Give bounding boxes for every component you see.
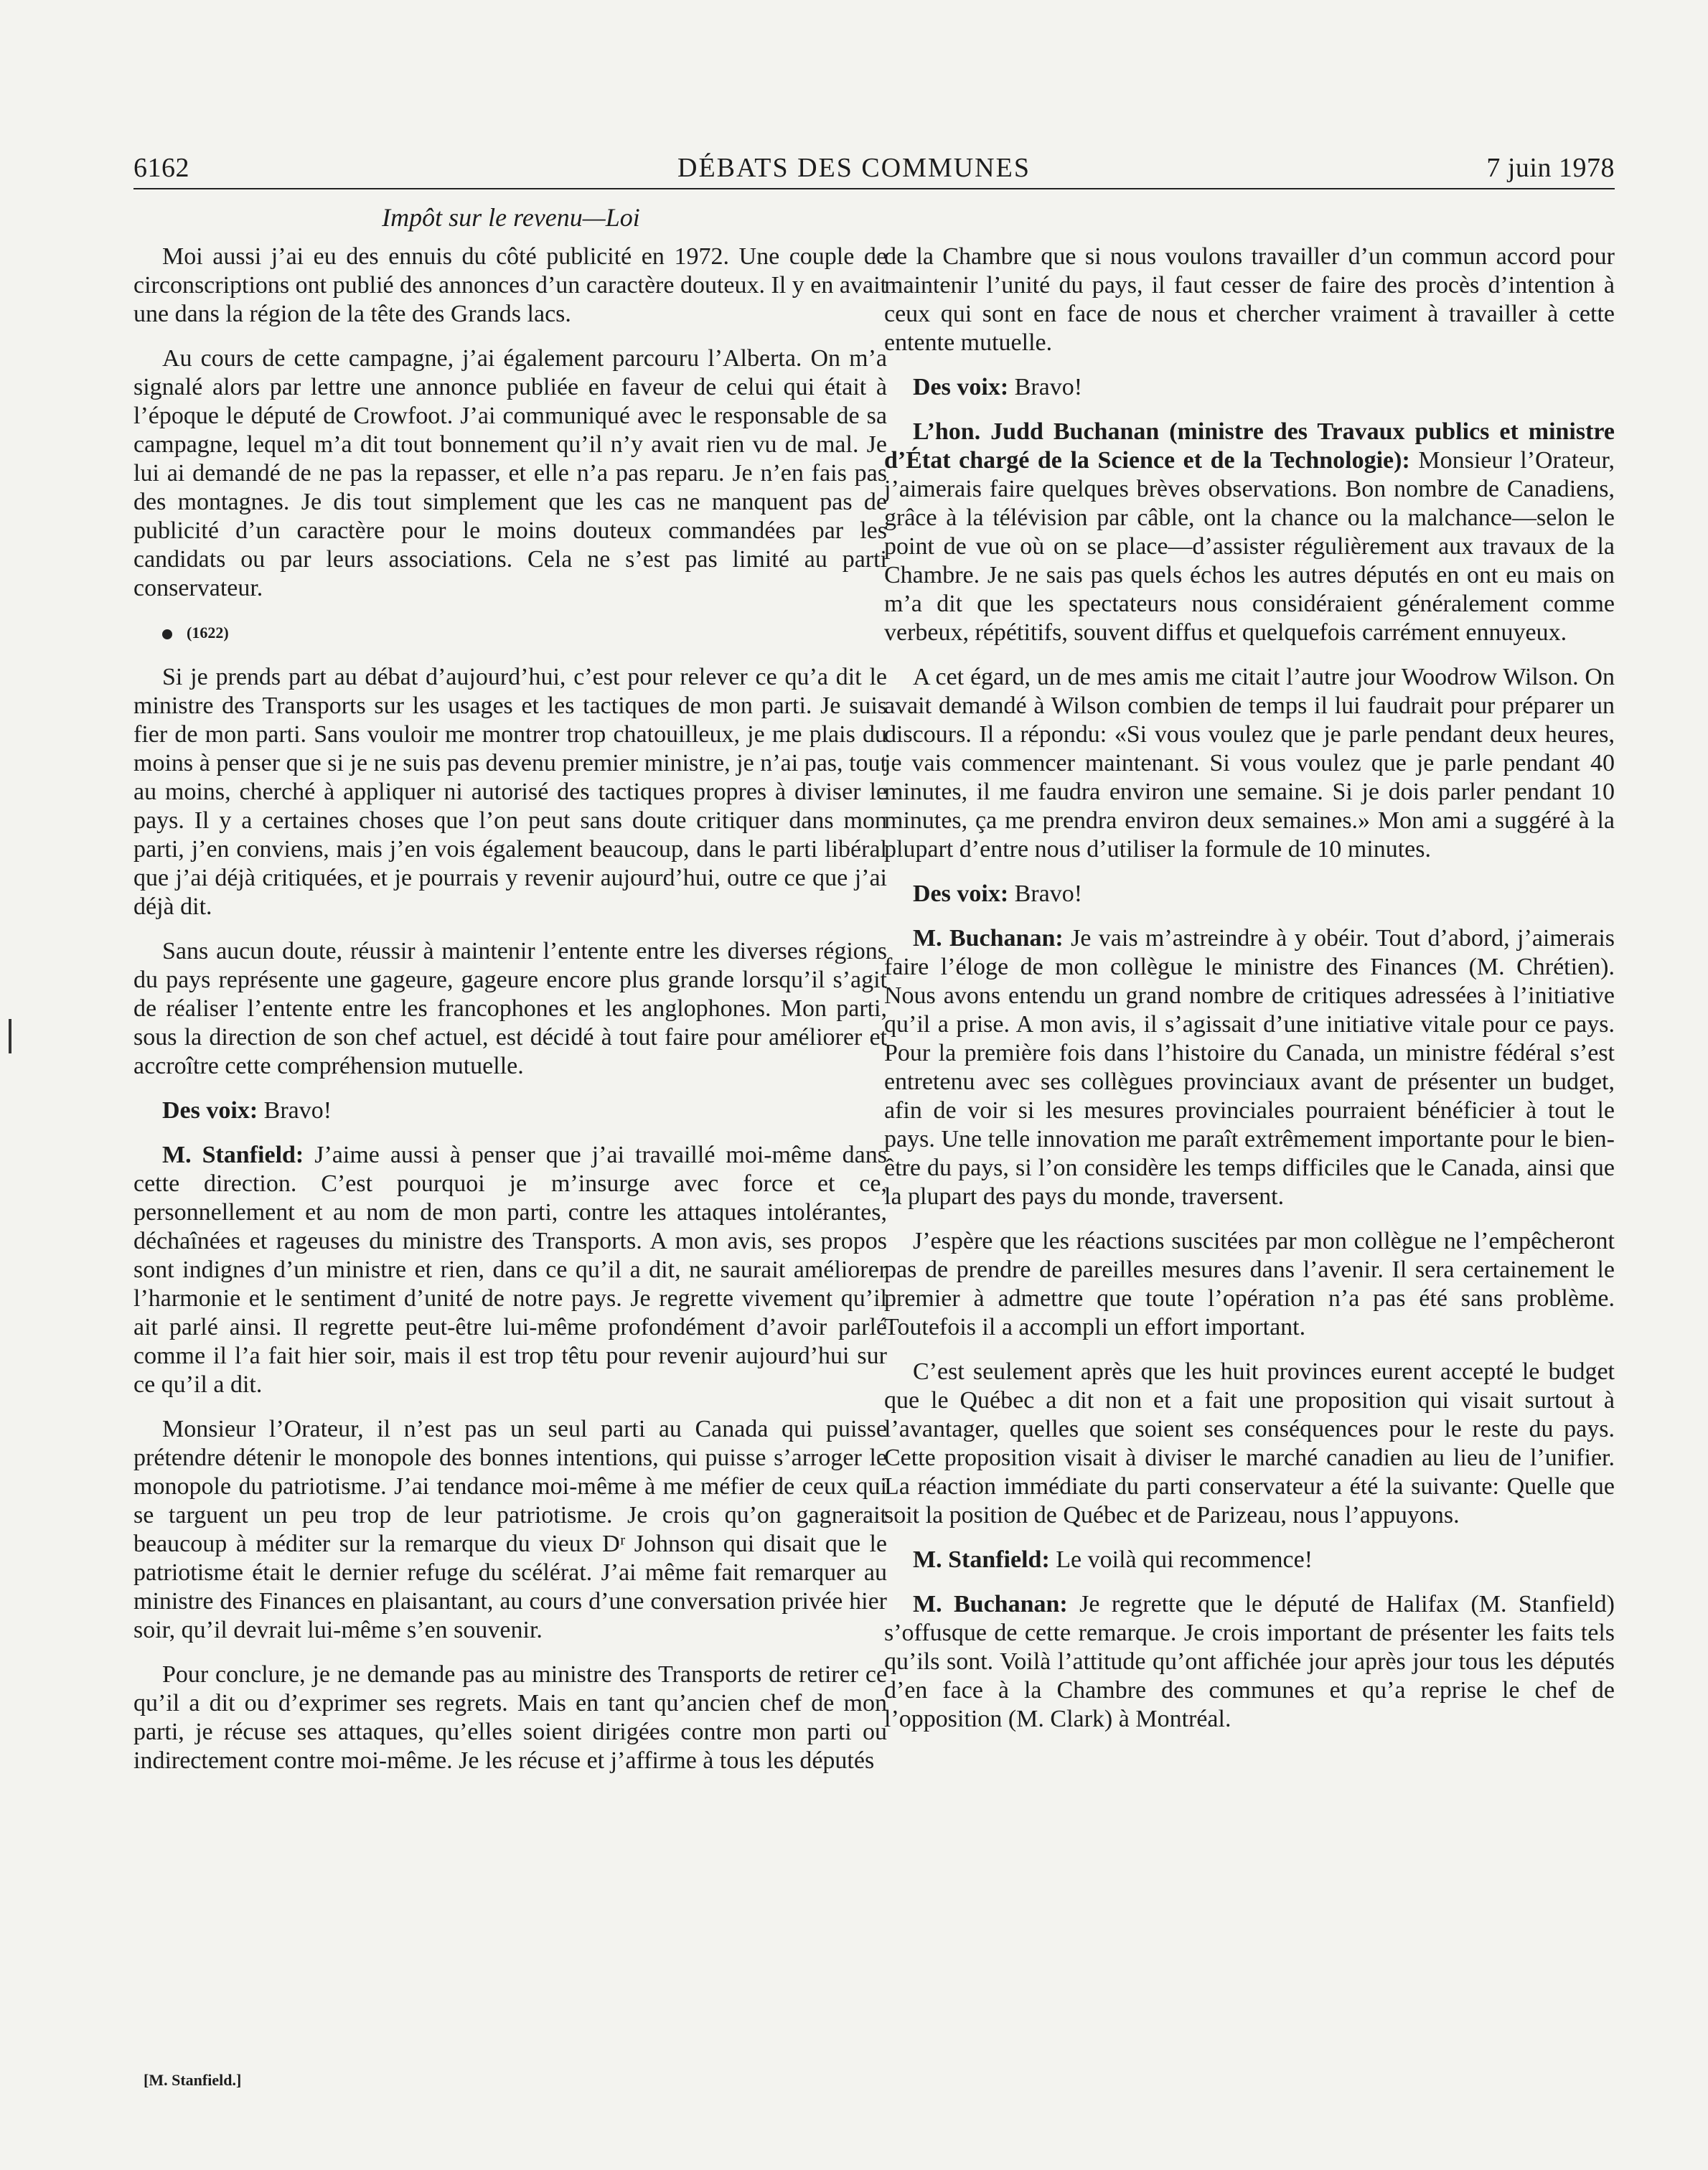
- speech-paragraph: [884, 924, 1615, 1211]
- paragraph: J’espère que les réactions suscitées par mon collègue ne l’empêcheront pas de prendre de pareilles mesures dans l’avenir. Il sera certainement le premier à admettre que toute l’opération n’a pas été sans problème. Toutefois il a accompli un effort important.: [884, 1228, 1615, 1340]
- speaker-name: Des voix:: [162, 1097, 258, 1124]
- speech-paragraph: [884, 418, 1615, 647]
- bullet-icon: [162, 629, 172, 639]
- left-column: [133, 243, 887, 1791]
- speech-paragraph: [884, 880, 1615, 908]
- paragraph: Sans aucun doute, réussir à maintenir l’entente entre les diverses régions du pays représente une gageure, gageure encore plus grande lorsqu’il s’agit de réaliser l’entente entre les francophones et les anglophones. Mon parti, sous la direction de son chef actuel, est décidé à tout faire pour améliorer et accroître cette compréhension mutuelle.: [133, 938, 887, 1079]
- speaker-name: M. Stanfield:: [913, 1546, 1050, 1573]
- speech-text: J’aime aussi à penser que j’ai travaillé moi-même dans cette direction. C’est pourquoi je m’insurge avec force et ce, personnellement et au nom de mon parti, contre les attaques intolérantes, déchaînées et rageuses du ministre des Transports. A mon avis, ses propos sont indignes d’un ministre et rien, dans ce qu’il a dit, ne saurait améliorer l’harmonie et le sentiment d’unité de notre pays. Je regrette vivement qu’il ait parlé ainsi. Il regrette peut-être lui-même profondément d’avoir parlé comme il l’a fait hier soir, mais il est trop têtu pour revenir aujourd’hui sur ce qu’il a dit.: [133, 1142, 887, 1398]
- paragraph: Moi aussi j’ai eu des ennuis du côté publicité en 1972. Une couple de circonscriptions ont publié des annonces d’un caractère douteux. Il y en avait une dans la région de la tête des Grands lacs.: [133, 243, 887, 327]
- speech-paragraph: [884, 1590, 1615, 1734]
- speaker-name: Des voix:: [913, 880, 1009, 907]
- paragraph: A cet égard, un de mes amis me citait l’autre jour Woodrow Wilson. On avait demandé à Wilson combien de temps il lui faudrait pour préparer un discours. Il a répondu: «Si vous voulez que je parle pendant deux heures, je vais commencer maintenant. Si vous voulez que je parle pendant 40 minutes, il me faudra environ une semaine. Si je dois parler pendant 10 minutes, ça me prendra environ deux semaines.» Mon ami a suggéré à la plupart d’entre nous d’utiliser la formule de 10 minutes.: [884, 664, 1615, 863]
- paragraph: C’est seulement après que les huit provinces eurent accepté le budget que le Québec a dit non et a fait une proposition qui visait surtout à l’avantager, quelles que soient ses conséquences pour le reste du pays. Cette proposition visait à diviser le marché canadien au lieu de l’unifier. La réaction immédiate du parti conservateur a été la suivante: Quelle que soit la position de Québec et de Parizeau, nous l’appuyons.: [884, 1358, 1615, 1528]
- speech-paragraph: [884, 373, 1615, 402]
- time-marker: [133, 619, 887, 647]
- speaker-name: Des voix:: [913, 374, 1009, 400]
- paragraph: Monsieur l’Orateur, il n’est pas un seul parti au Canada qui puisse prétendre détenir le monopole des bonnes intentions, qui puisse s’arroger le monopole du patriotisme. J’ai tendance moi-même à me méfier de ceux qui se targuent un peu trop de leur patriotisme. Je crois qu’on gagnerait beaucoup à méditer sur la remarque du vieux Dʳ Johnson qui disait que le patriotisme était le dernier refuge du scélérat. J’ai même fait remarquer au ministre des Finances en plaisantant, au cours d’une conversation privée hier soir, qu’il devrait lui-même s’en souvenir.: [133, 1416, 887, 1643]
- speaker-name: L’hon. Judd Buchanan (ministre des Travaux publics et ministre d’État chargé de la Science et de la Technologie):: [884, 418, 1615, 474]
- speech-text: Bravo!: [1008, 880, 1083, 907]
- speech-text: Bravo!: [1008, 374, 1083, 400]
- speech-text: Le voilà qui recommence!: [1049, 1546, 1313, 1573]
- paragraph: Au cours de cette campagne, j’ai également parcouru l’Alberta. On m’a signalé alors par lettre une annonce publiée en faveur de celui qui était à l’époque le député de Crowfoot. J’ai communiqué avec le responsable de sa campagne, lequel m’a dit tout bonnement qu’il n’y avait rien vu de mal. Je lui ai demandé de ne pas la repasser, et elle n’a pas reparu. Je n’en fais pas des montagnes. Je dis tout simplement que les cas ne manquent pas de publicité d’un caractère pour le moins douteux commandées par les candidats ou par leurs associations. Cela ne s’est pas limité au parti conservateur.: [133, 345, 887, 601]
- page-number: 6162: [133, 153, 189, 183]
- paragraph: de la Chambre que si nous voulons travailler d’un commun accord pour maintenir l’unité du pays, il faut cesser de faire des procès d’intention à ceux qui sont en face de nous et chercher vraiment à travailler à cette entente mutuelle.: [884, 243, 1615, 356]
- paragraph: Pour conclure, je ne demande pas au ministre des Transports de retirer ce qu’il a dit ou d’exprimer ses regrets. Mais en tant qu’ancien chef de mon parti, je récuse ses attaques, qu’elles soient dirigées contre mon parti ou indirectement contre moi-même. Je les récuse et j’affirme à tous les députés: [133, 1661, 887, 1774]
- speaker-name: M. Buchanan:: [913, 1591, 1068, 1617]
- speaker-footnote: [M. Stanfield.]: [144, 2071, 242, 2089]
- speaker-name: M. Buchanan:: [913, 925, 1064, 952]
- speech-paragraph: [133, 1141, 887, 1399]
- publication-date: 7 juin 1978: [1486, 153, 1615, 183]
- speaker-name: M. Stanfield:: [162, 1142, 304, 1168]
- running-title: Impôt sur le revenu—Loi: [382, 203, 640, 232]
- paragraph: Si je prends part au débat d’aujourd’hui, c’est pour relever ce qu’a dit le ministre des Transports sur les usages et les tactiques de mon parti. Je suis fier de mon parti. Sans vouloir me montrer trop chatouilleux, je me plais du moins à penser que si je ne suis pas devenu premier ministre, je n’ai pas, tout au moins, cherché à appliquer ni autorisé des tactiques propres à diviser le pays. Il y a certaines choses que l’on peut sans doute critiquer dans mon parti, j’en conviens, mais j’en vois également beaucoup, dans le parti libéral que j’ai déjà critiquées, et je pourrais y revenir aujourd’hui, outre ce que j’ai déjà dit.: [133, 664, 887, 920]
- speech-paragraph: [884, 1546, 1615, 1574]
- header-rule: [133, 188, 1615, 189]
- speech-text: Bravo!: [258, 1097, 332, 1124]
- speech-text: Je regrette que le député de Halifax (M. Stanfield) s’offusque de cette remarque. Je crois important de présenter les faits tels qu’ils sont. Voilà l’attitude qu’ont affichée jour après jour tous les députés d’en face à la Chambre des communes et qu’a reprise le chef de l’opposition (M. Clark) à Montréal.: [884, 1591, 1615, 1732]
- speech-text: Je vais m’astreindre à y obéir. Tout d’abord, j’aimerais faire l’éloge de mon collègue le ministre des Finances (M. Chrétien). Nous avons entendu un grand nombre de critiques adressées à l’initiative qu’il a prise. A mon avis, il s’agissait d’une initiative vitale pour ce pays. Pour la première fois dans l’histoire du Canada, un ministre fédéral s’est entretenu avec ses collègues provinciaux avant de présenter un budget, afin de voir si les mesures provinciales pourraient bénéficier à tout le pays. Une telle innovation me paraît extrêmement importante pour le bien-être du pays, si l’on considère les temps difficiles que le Canada, ainsi que la plupart des pays du monde, traversent.: [884, 925, 1615, 1210]
- margin-mark: [9, 1019, 11, 1053]
- time-marker-text: (1622): [187, 624, 229, 642]
- publication-title: DÉBATS DES COMMUNES: [677, 153, 1031, 183]
- speech-text: Monsieur l’Orateur, j’aimerais faire quelques brèves observations. Bon nombre de Canadiens, grâce à la télévision par câble, ont la chance ou la malchance—selon le point de vue où on se place—d’assister régulièrement aux travaux de la Chambre. Je ne sais pas quels échos les autres députés en ont eu mais on m’a dit que les spectateurs nous considéraient généralement comme verbeux, répétitifs, souvent diffus et quelquefois carrément ennuyeux.: [884, 447, 1615, 646]
- speech-paragraph: [133, 1096, 887, 1125]
- right-column: [884, 243, 1615, 1749]
